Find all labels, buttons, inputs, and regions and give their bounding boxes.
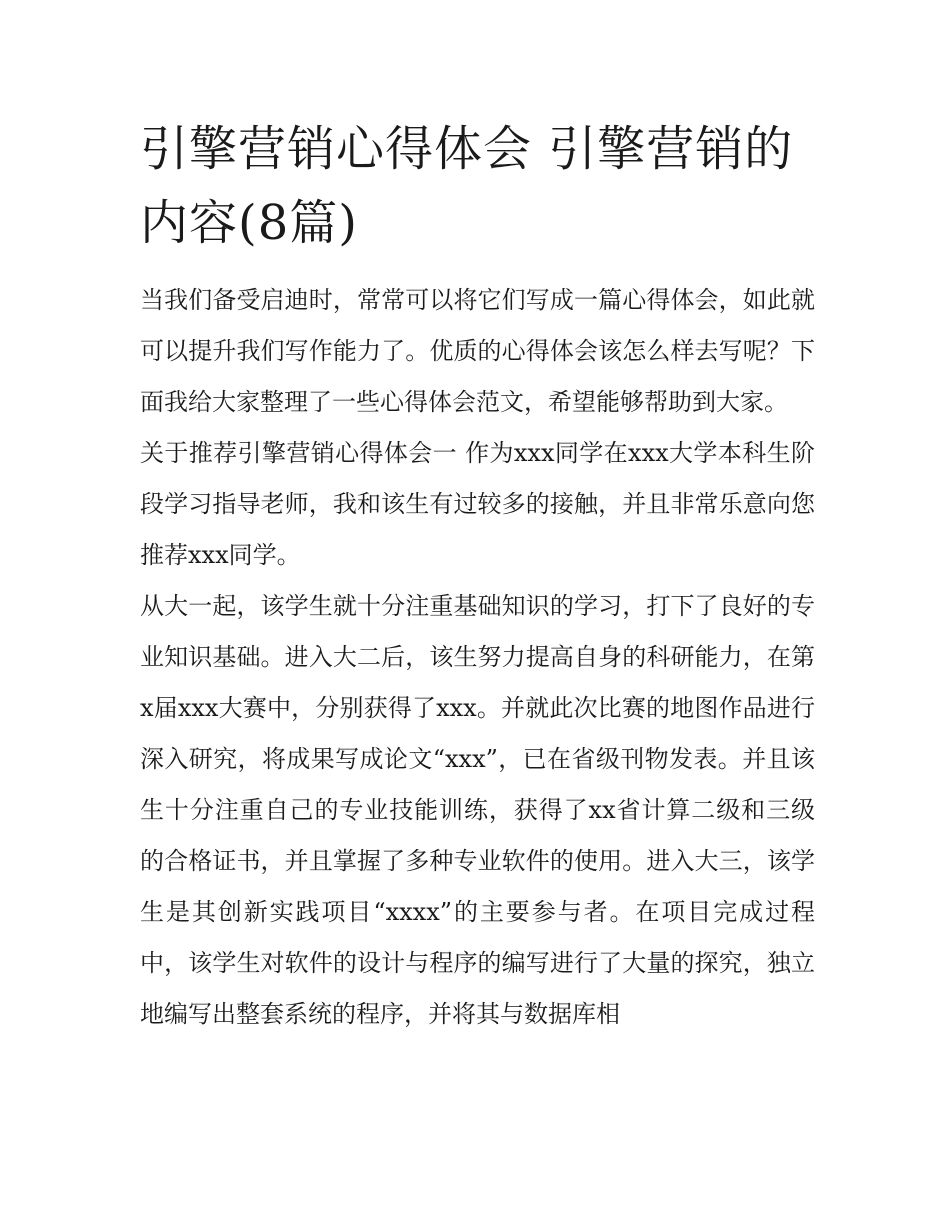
document-body: [140, 275, 815, 1040]
paragraph-intro: 当我们备受启迪时，常常可以将它们写成一篇心得体会，如此就可以提升我们写作能力了。优质的心得体会该怎么样去写呢？下面我给大家整理了一些心得体会范文，希望能够帮助到大家。: [140, 286, 815, 416]
paragraph-recommendation: 关于推荐引擎营销心得体会一 作为xxx同学在xxx大学本科生阶段学习指导老师，我和该生有过较多的接触，并且非常乐意向您推荐xxx同学。: [140, 439, 815, 569]
paragraph-student-achievements: 从大一起，该学生就十分注重基础知识的学习，打下了良好的专业知识基础。进入大二后，该生努力提高自身的科研能力，在第x届xxx大赛中，分别获得了xxx。并就此次比赛的地图作品进行深入研究，将成果写成论文“xxx”，已在省级刊物发表。并且该生十分注重自己的专业技能训练，获得了xx省计算二级和三级的合格证书，并且掌握了多种专业软件的使用。进入大三，该学生是其创新实践项目“xxxx”的主要参与者。在项目完成过程中，该学生对软件的设计与程序的编写进行了大量的探究，独立地编写出整套系统的程序，并将其与数据库相: [140, 592, 815, 1028]
document-title: 引擎营销心得体会 引擎营销的内容(8篇): [140, 121, 794, 251]
